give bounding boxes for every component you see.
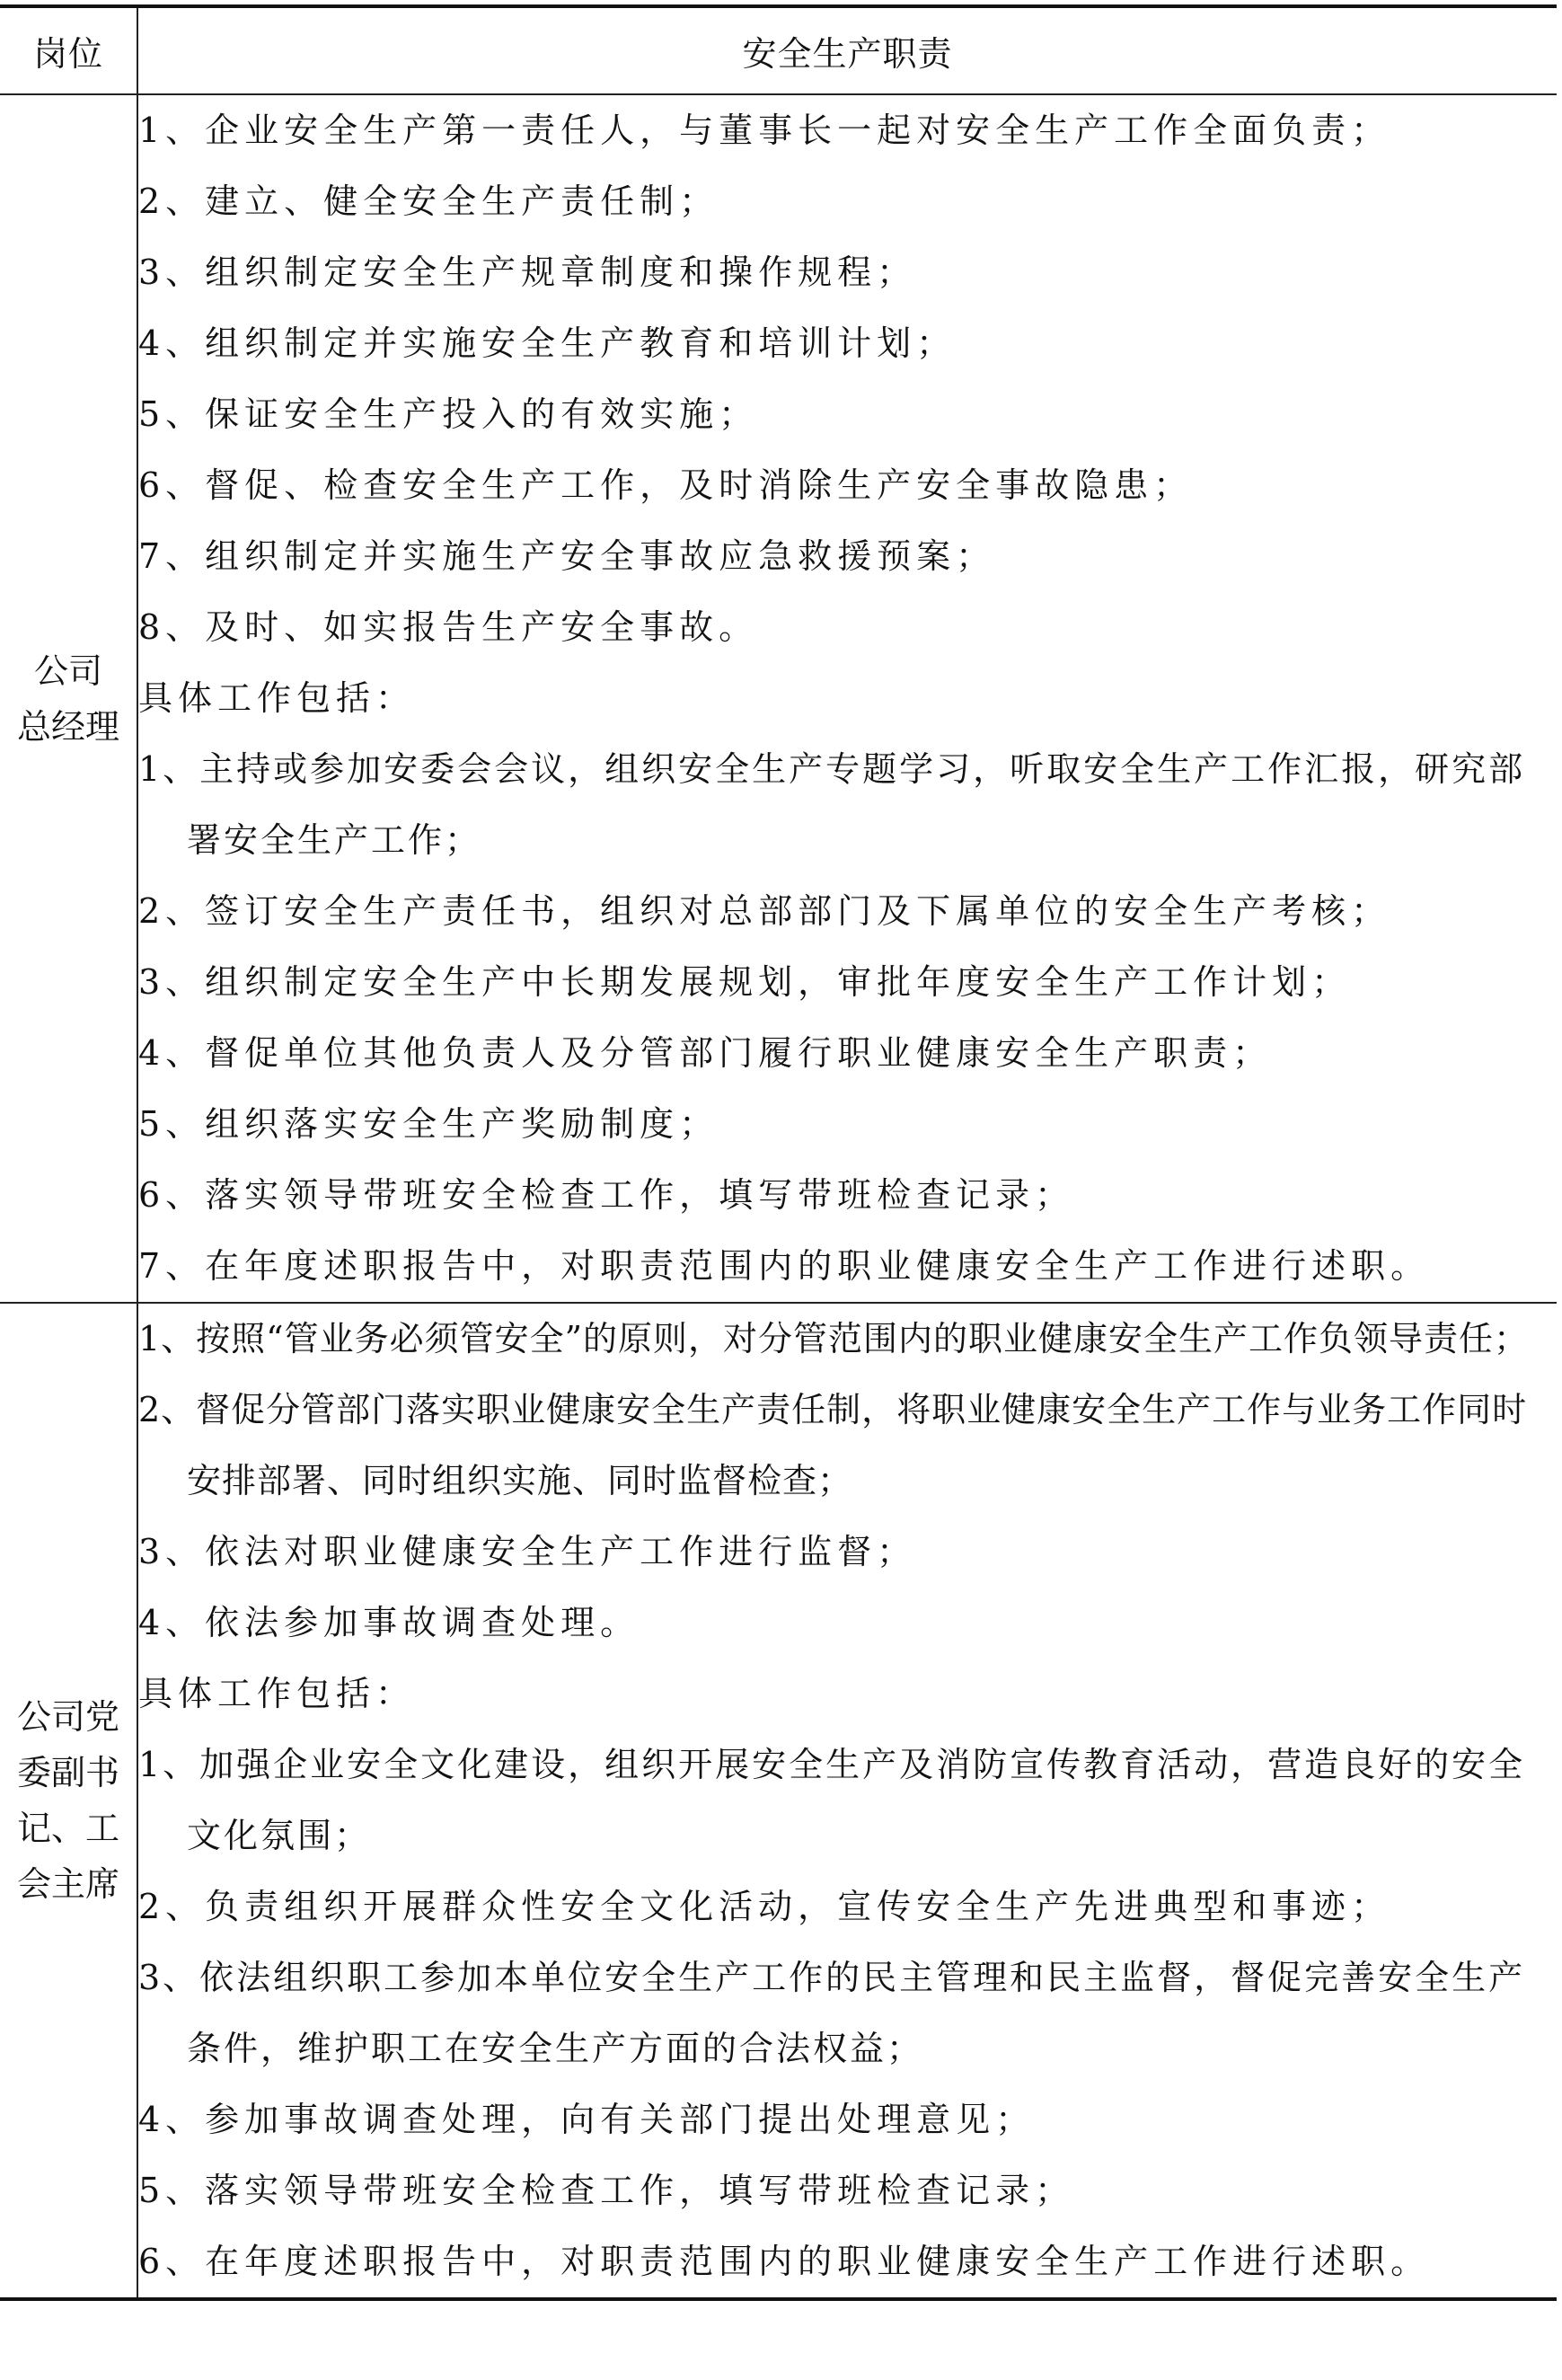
table-header-row — [0, 6, 1557, 94]
duty-cell — [137, 1303, 1557, 2299]
duty-item: 3、依法组织职工参加本单位安全生产工作的民主管理和民主监督，督促完善安全生产条件，维护职工在安全生产方面的合法权益； — [138, 1958, 1526, 2068]
duty-item: 1、主持或参加安委会会议，组织安全生产专题学习，听取安全生产工作汇报，研究部署安全生产工作； — [138, 749, 1526, 860]
role-line: 公司党 — [16, 1697, 119, 1737]
role-cell — [0, 1303, 137, 2299]
duty-item: 3、依法对职业健康安全生产工作进行监督； — [138, 1532, 917, 1571]
duty-item: 2、督促分管部门落实职业健康安全生产责任制，将职业健康安全生产工作与业务工作同时安排部署、同时组织实施、同时监督检查； — [138, 1390, 1528, 1500]
duty-subheading: 具体工作包括： — [138, 678, 416, 718]
role-line: 会主席 — [16, 1864, 119, 1904]
duty-item: 1、按照“管业务必须管安全”的原则，对分管范围内的职业健康安全生产工作负领导责任； — [138, 1319, 1530, 1358]
header-duty: 安全生产职责 — [137, 6, 1557, 94]
role-line: 委副书 — [16, 1753, 119, 1792]
duty-item: 4、组织制定并实施安全生产教育和培训计划； — [138, 323, 957, 363]
duty-item: 3、组织制定安全生产中长期发展规划，审批年度安全生产工作计划； — [138, 962, 1352, 1002]
duty-item: 3、组织制定安全生产规章制度和操作规程； — [138, 252, 917, 292]
duty-item: 2、负责组织开展群众性安全文化活动，宣传安全生产先进典型和事迹； — [138, 1887, 1391, 1926]
duty-item: 6、落实领导带班安全检查工作，填写带班检查记录； — [138, 1175, 1075, 1215]
role-cell — [0, 94, 137, 1303]
duty-item: 2、建立、健全安全生产责任制； — [138, 181, 719, 221]
duty-item: 4、依法参加事故调查处理。 — [138, 1603, 640, 1642]
role-line: 公司 — [33, 650, 102, 691]
duty-item: 5、组织落实安全生产奖励制度； — [138, 1104, 719, 1144]
duty-cell — [137, 94, 1557, 1303]
duty-item: 8、及时、如实报告生产安全事故。 — [138, 607, 759, 647]
table-row — [0, 1303, 1557, 2299]
duty-item: 6、在年度述职报告中，对职责范围内的职业健康安全生产工作进行述职。 — [138, 2242, 1431, 2281]
duty-item: 5、落实领导带班安全检查工作，填写带班检查记录； — [138, 2171, 1075, 2210]
duty-item: 7、在年度述职报告中，对职责范围内的职业健康安全生产工作进行述职。 — [138, 1246, 1431, 1286]
table-row — [0, 94, 1557, 1303]
duty-item: 2、签订安全生产责任书，组织对总部部门及下属单位的安全生产考核； — [138, 891, 1391, 931]
role-line: 记、工 — [16, 1809, 119, 1848]
header-role: 岗位 — [0, 6, 137, 94]
duty-table — [0, 4, 1557, 2301]
duty-subheading: 具体工作包括： — [138, 1674, 416, 1713]
duty-item: 5、保证安全生产投入的有效实施； — [138, 394, 759, 434]
duty-item: 4、参加事故调查处理，向有关部门提出处理意见； — [138, 2100, 1036, 2139]
duty-item: 1、企业安全生产第一责任人，与董事长一起对安全生产工作全面负责； — [138, 111, 1391, 150]
duty-item: 6、督促、检查安全生产工作，及时消除生产安全事故隐患； — [138, 465, 1194, 505]
role-line: 总经理 — [16, 706, 119, 747]
duty-item: 7、组织制定并实施生产安全事故应急救援预案； — [138, 536, 996, 576]
duty-item: 1、加强企业安全文化建设，组织开展安全生产及消防宣传教育活动，营造良好的安全文化氛围； — [138, 1745, 1526, 1855]
duty-item: 4、督促单位其他负责人及分管部门履行职业健康安全生产职责； — [138, 1033, 1273, 1073]
